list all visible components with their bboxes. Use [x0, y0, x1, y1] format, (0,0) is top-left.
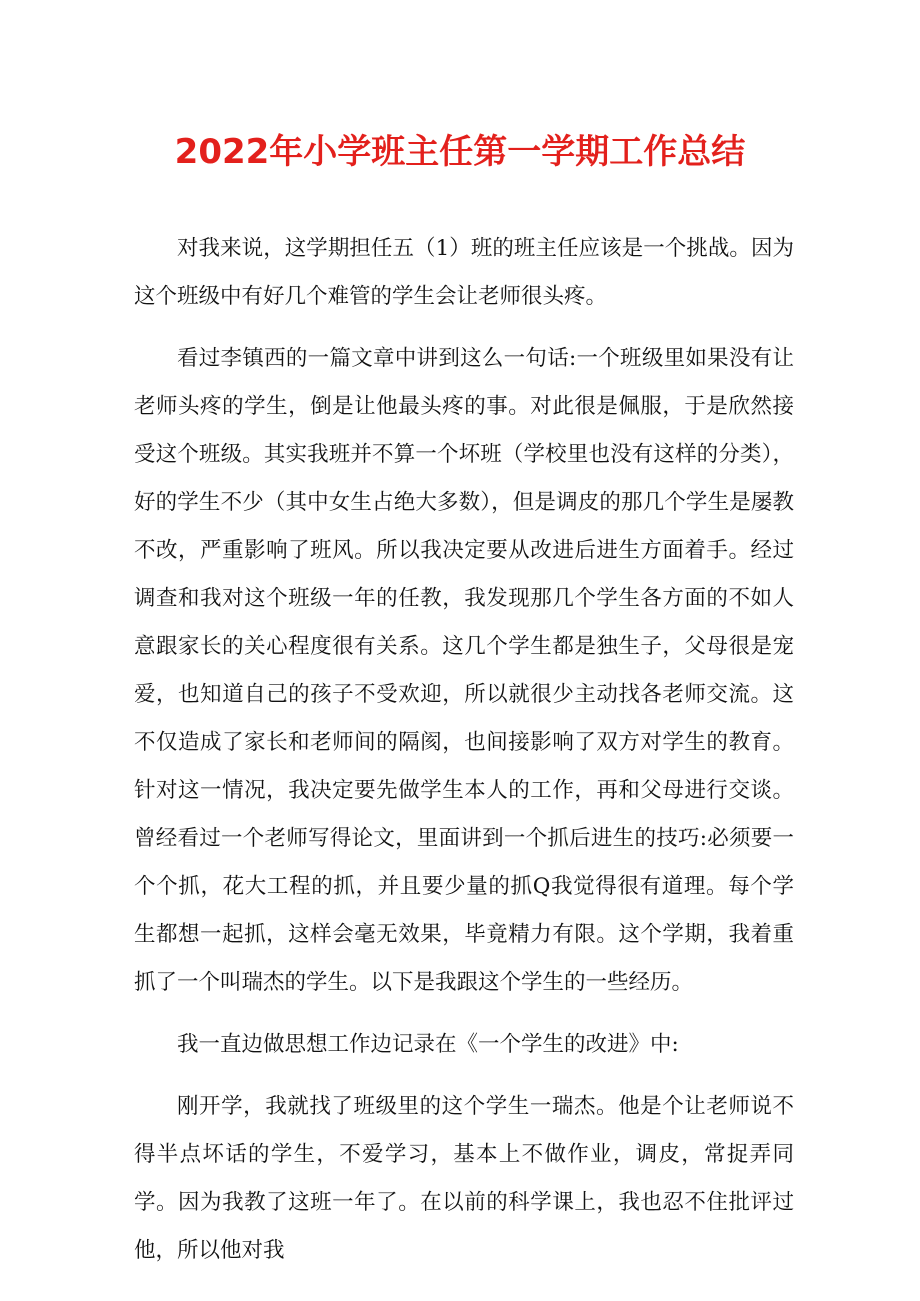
- paragraph-3: 我一直边做思想工作边记录在《一个学生的改进》中:: [177, 1032, 679, 1057]
- paragraph-2: 看过李镇西的一篇文章中讲到这么一句话:一个班级里如果没有让老师头疼的学生，倒是让他最头疼的事。对此很是佩服，于是欣然接受这个班级。其实我班并不算一个坏班（学校里也没有这样的分类），好的学生不少（其中女生占绝大多数），但是调皮的那几个学生是屡教不改，严重影响了班风。所以我决定要从改进后进生方面着手。经过调查和我对这个班级一年的任教，我发现那几个学生各方面的不如人意跟家长的关心程度很有关系。这几个学生都是独生子，父母很是宠爱，也知道自己的孩子不受欢迎，所以就很少主动找各老师交流。这不仅造成了家长和老师间的隔阂，也间接影响了双方对学生的教育。针对这一情况，我决定要先做学生本人的工作，再和父母进行交谈。曾经看过一个老师写得论文，里面讲到一个抓后进生的技巧:必须要一个个抓，花大工程的抓，并且要少量的抓Q我觉得很有道理。每个学生都想一起抓，这样会毫无效果，毕竟精力有限。这个学期，我着重抓了一个叫瑞杰的学生。以下是我跟这个学生的一些经历。: [134, 346, 794, 995]
- document-body: [134, 225, 794, 1289]
- paragraph-4: 刚开学，我就找了班级里的这个学生一瑞杰。他是个让老师说不得半点坏话的学生，不爱学习，基本上不做作业，调皮，常捉弄同学。因为我教了这班一年了。在以前的科学课上，我也忍不住批评过他，所以他对我: [134, 1094, 794, 1263]
- document-title: 2022年小学班主任第一学期工作总结: [174, 132, 746, 172]
- paragraph-1: 对我来说，这学期担任五（1）班的班主任应该是一个挑战。因为这个班级中有好几个难管的学生会让老师很头疼。: [134, 236, 794, 309]
